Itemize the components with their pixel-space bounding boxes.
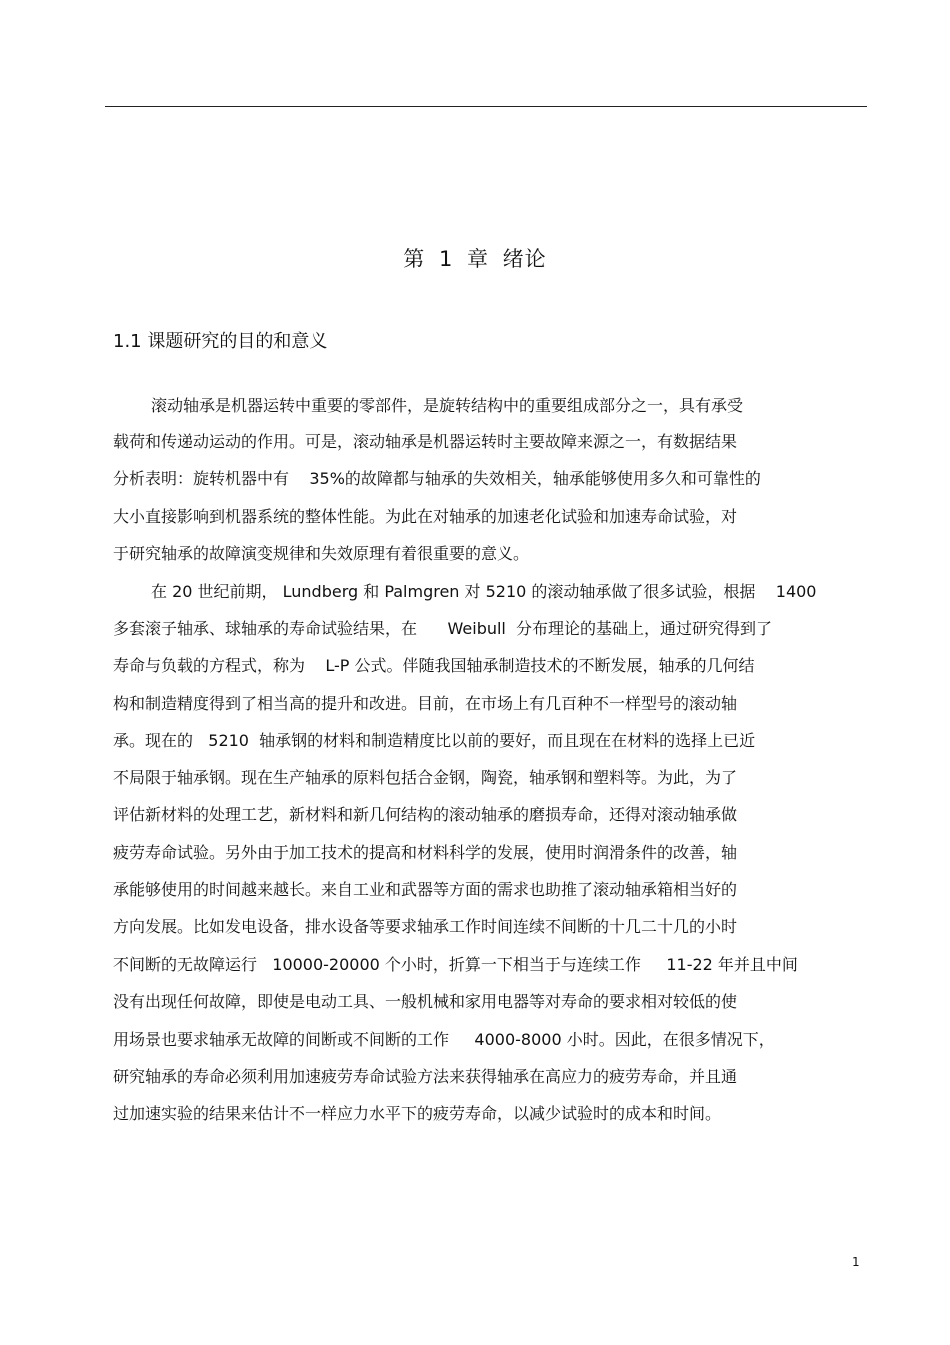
paragraph-line: 没有出现任何故障，即使是电动工具、一般机械和家用电器等对寿命的要求相对较低的使 (113, 992, 738, 1011)
paragraph-line: 承能够使用的时间越来越长。来自工业和武器等方面的需求也助推了滚动轴承箱相当好的 (113, 880, 738, 899)
paragraph-line: 滚动轴承是机器运转中重要的零部件，是旋转结构中的重要组成部分之一，具有承受 (151, 396, 744, 415)
paragraph-line: 过加速实验的结果来估计不一样应力水平下的疲劳寿命，以减少试验时的成本和时间。 (113, 1104, 722, 1123)
paragraph-line: 评估新材料的处理工艺，新材料和新几何结构的滚动轴承的磨损寿命，还得对滚动轴承做 (113, 805, 738, 824)
paragraph-line: 分析表明：旋转机器中有 35%的故障都与轴承的失效相关，轴承能够使用多久和可靠性的 (113, 469, 761, 488)
chapter-title: 第 1 章 绪论 (403, 247, 547, 271)
paragraph-line: 疲劳寿命试验。另外由于加工技术的提高和材料科学的发展，使用时润滑条件的改善，轴 (113, 843, 738, 862)
paragraph-line: 寿命与负载的方程式，称为 L-P 公式。伴随我国轴承制造技术的不断发展，轴承的几何结 (113, 656, 755, 675)
paragraph-line: 多套滚子轴承、球轴承的寿命试验结果，在 Weibull 分布理论的基础上，通过研究得到了 (113, 619, 773, 638)
header-rule (105, 106, 867, 107)
paragraph-line: 载荷和传递动运动的作用。可是，滚动轴承是机器运转时主要故障来源之一，有数据结果 (113, 432, 738, 451)
paragraph-line: 用场景也要求轴承无故障的间断或不间断的工作 4000-8000 小时。因此，在很多情况下， (113, 1030, 775, 1049)
paragraph-line: 在 20 世纪前期， Lundberg 和 Palmgren 对 5210 的滚动轴承做了很多试验，根据 1400 (151, 582, 817, 601)
paragraph-line: 大小直接影响到机器系统的整体性能。为此在对轴承的加速老化试验和加速寿命试验，对 (113, 507, 738, 526)
section-heading: 1.1 课题研究的目的和意义 (113, 331, 328, 352)
paragraph-line: 研究轴承的寿命必须利用加速疲劳寿命试验方法来获得轴承在高应力的疲劳寿命，并且通 (113, 1067, 738, 1086)
paragraph-line: 于研究轴承的故障演变规律和失效原理有着很重要的意义。 (113, 544, 530, 563)
paragraph-line: 不局限于轴承钢。现在生产轴承的原料包括合金钢，陶瓷，轴承钢和塑料等。为此，为了 (113, 768, 738, 787)
paragraph-line: 承。现在的 5210 轴承钢的材料和制造精度比以前的要好，而且现在在材料的选择上已近 (113, 731, 756, 750)
page-number: 1 (852, 1255, 860, 1269)
paragraph-line: 构和制造精度得到了相当高的提升和改进。目前，在市场上有几百种不一样型号的滚动轴 (113, 694, 738, 713)
paragraph-line: 不间断的无故障运行 10000-20000 个小时，折算一下相当于与连续工作 11-22 年并且中间 (113, 955, 798, 974)
paragraph-line: 方向发展。比如发电设备，排水设备等要求轴承工作时间连续不间断的十几二十几的小时 (113, 917, 738, 936)
